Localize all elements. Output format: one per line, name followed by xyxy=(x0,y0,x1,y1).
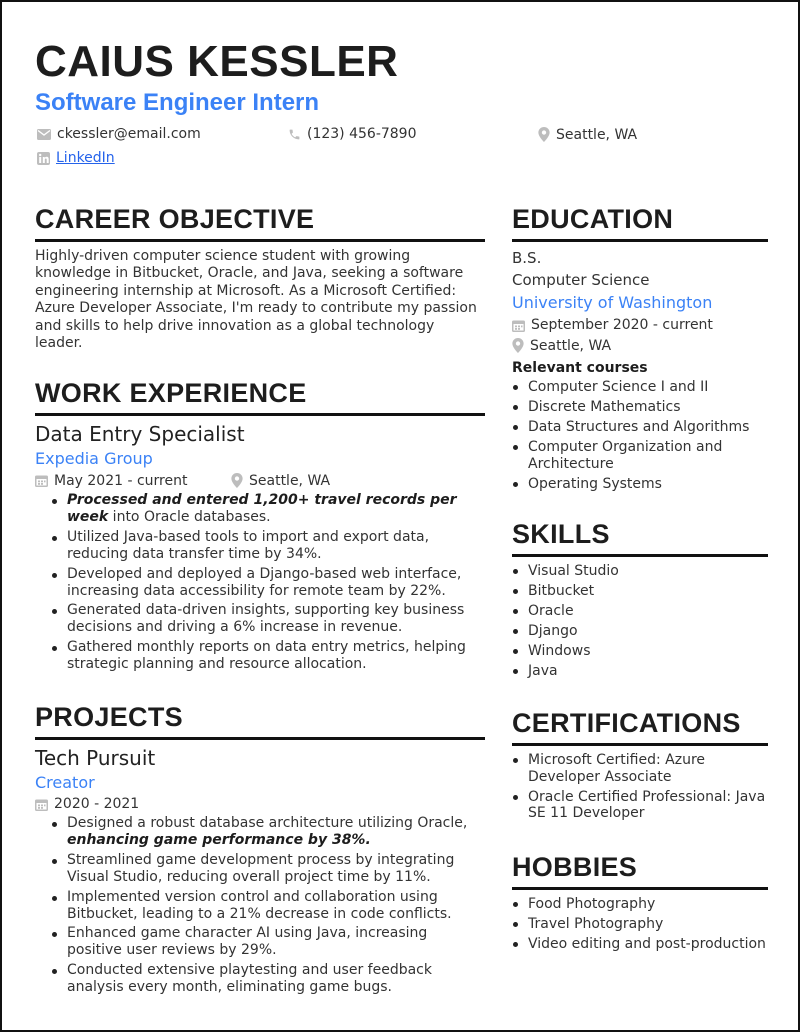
list-item: Microsoft Certified: Azure Developer Associate xyxy=(512,752,768,785)
map-pin-icon xyxy=(538,127,550,142)
education-location-text: Seattle, WA xyxy=(530,337,612,354)
projects-section xyxy=(35,704,485,999)
list-item: Windows xyxy=(512,643,768,660)
company-name: Expedia Group xyxy=(35,449,153,468)
list-item: Computer Science I and II xyxy=(512,379,768,396)
field-of-study: Computer Science xyxy=(512,271,650,289)
education-dates xyxy=(512,318,768,332)
contact-phone xyxy=(288,127,417,141)
project-role: Creator xyxy=(35,773,95,792)
location-text: Seattle, WA xyxy=(556,126,638,143)
calendar-icon xyxy=(512,319,525,332)
education-location xyxy=(512,338,768,353)
list-item: Implemented version control and collaboration using Bitbucket, leading to a 21% decrease in code conflicts. xyxy=(35,889,485,923)
courses-list xyxy=(512,379,768,492)
skills-section xyxy=(512,521,768,683)
list-item: Utilized Java-based tools to import and export data, reducing data transfer time by 34%. xyxy=(35,529,485,563)
linkedin-link[interactable]: LinkedIn xyxy=(56,150,115,166)
calendar-icon xyxy=(35,798,48,811)
map-pin-icon xyxy=(512,338,524,353)
hobbies-list xyxy=(512,896,768,953)
education-title: EDUCATION xyxy=(512,206,768,242)
work-title: WORK EXPERIENCE xyxy=(35,380,485,416)
map-pin-icon xyxy=(231,473,243,488)
project-name: Tech Pursuit xyxy=(35,746,156,770)
list-item: Data Structures and Algorithms xyxy=(512,419,768,436)
project-meta xyxy=(35,797,485,811)
certifications-title: CERTIFICATIONS xyxy=(512,710,768,746)
objective-section xyxy=(35,206,485,352)
hobbies-section xyxy=(512,854,768,956)
list-item: Streamlined game development process by integrating Visual Studio, reducing overall project time by 11%. xyxy=(35,852,485,886)
certifications-list xyxy=(512,752,768,822)
list-item: Visual Studio xyxy=(512,563,768,580)
list-item: Designed a robust database architecture utilizing Oracle, enhancing game performance by 38%. xyxy=(35,815,485,849)
linkedin-icon xyxy=(37,152,50,165)
job-location-text: Seattle, WA xyxy=(249,472,331,489)
job-meta xyxy=(35,473,485,488)
skills-list xyxy=(512,563,768,680)
contact-linkedin xyxy=(37,151,115,165)
project-bullets xyxy=(35,815,485,996)
work-bullets xyxy=(35,492,485,673)
courses-label: Relevant courses xyxy=(512,360,648,376)
hobbies-title: HOBBIES xyxy=(512,854,768,890)
project-dates xyxy=(35,797,139,811)
job-title: Data Entry Specialist xyxy=(35,422,245,446)
list-item: Gathered monthly reports on data entry metrics, helping strategic planning and resource allocation. xyxy=(35,639,485,673)
job-location xyxy=(231,473,330,488)
list-item: Generated data-driven insights, supporting key business decisions and driving a 6% increase in revenue. xyxy=(35,602,485,636)
candidate-name: CAIUS KESSLER xyxy=(35,37,399,86)
list-item: Java xyxy=(512,663,768,680)
list-item: Oracle Certified Professional: Java SE 11 Developer xyxy=(512,789,768,822)
list-item: Food Photography xyxy=(512,896,768,913)
work-section xyxy=(35,380,485,676)
list-item: Operating Systems xyxy=(512,476,768,493)
education-dates-text: September 2020 - current xyxy=(531,317,713,333)
objective-title: CAREER OBJECTIVE xyxy=(35,206,485,242)
contact-email xyxy=(37,127,201,141)
list-item: Developed and deployed a Django-based web interface, increasing data accessibility for remote team by 22%. xyxy=(35,566,485,600)
list-item: Travel Photography xyxy=(512,916,768,933)
list-item: Django xyxy=(512,623,768,640)
objective-text: Highly-driven computer science student with growing knowledge in Bitbucket, Oracle, and Java, seeking a software engineering internship at Microsoft. As a Microsoft Certified: Azure Developer Associate, I'm ready to contribute my passion and skills to help drive innovation as a global technology leader. xyxy=(35,248,477,352)
job-dates xyxy=(35,474,231,488)
list-item: Computer Organization and Architecture xyxy=(512,439,768,472)
education-section xyxy=(512,206,768,496)
skills-title: SKILLS xyxy=(512,521,768,557)
project-dates-text: 2020 - 2021 xyxy=(54,796,140,812)
school-name: University of Washington xyxy=(512,293,713,312)
contact-location xyxy=(538,127,637,142)
list-item: Oracle xyxy=(512,603,768,620)
phone-text: (123) 456-7890 xyxy=(307,126,417,142)
candidate-role: Software Engineer Intern xyxy=(35,89,320,116)
projects-title: PROJECTS xyxy=(35,704,485,740)
calendar-icon xyxy=(35,474,48,487)
list-item: Video editing and post-production xyxy=(512,936,768,953)
phone-icon xyxy=(288,128,301,141)
list-item: Enhanced game character AI using Java, increasing positive user reviews by 29%. xyxy=(35,925,485,959)
email-text: ckessler@email.com xyxy=(57,126,201,142)
certifications-section xyxy=(512,710,768,825)
list-item: Conducted extensive playtesting and user feedback analysis every month, eliminating game bugs. xyxy=(35,962,485,996)
list-item: Discrete Mathematics xyxy=(512,399,768,416)
list-item: Processed and entered 1,200+ travel records per week into Oracle databases. xyxy=(35,492,485,526)
list-item: Bitbucket xyxy=(512,583,768,600)
envelope-icon xyxy=(37,129,51,140)
job-dates-text: May 2021 - current xyxy=(54,472,188,489)
degree: B.S. xyxy=(512,249,542,267)
